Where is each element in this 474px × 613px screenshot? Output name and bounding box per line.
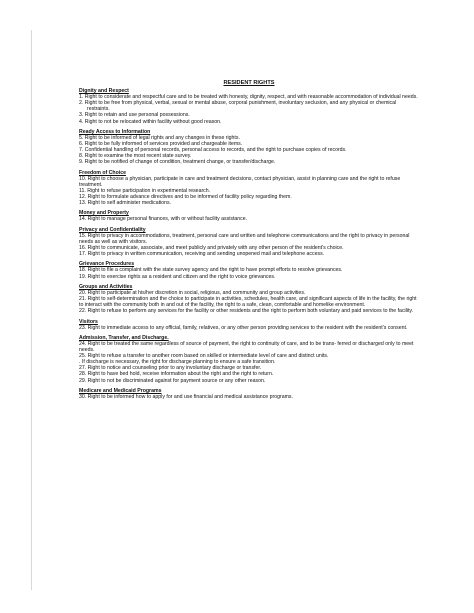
right-item: 10. Right to choose a physician, participate in care and treatment decisions, contact physician, assist in planning care and the right to refuse treatment.: [79, 175, 401, 188]
right-item: 22. Right to refuse to perform any services for the facility or other residents and the right to perform both voluntary and paid services to the facility.: [79, 308, 414, 315]
page-left-rule: [31, 30, 32, 590]
right-item: 11. Right to refuse participation in experimental research.: [79, 187, 211, 194]
right-item: 21. Right to self-determination and the choice to participate in activities, schedules, health care, and significant aspects of life in the facility, the right to interact with the community both in and out of the facility, the right to a safe, clean, comfortable and homelike environment.: [79, 296, 417, 309]
right-item: . If discharge is necessary, the right for discharge planning to ensure a safe transition.: [79, 359, 276, 366]
right-item: 5. Right to be informed of legal rights and any changes in these rights.: [79, 134, 240, 141]
section-heading: Visitors: [79, 318, 98, 325]
section-heading: Privacy and Confidentiality: [79, 226, 146, 233]
section-dignity-and-respect: [79, 88, 419, 125]
right-item: 8. Right to examine the most recent state survey.: [79, 153, 192, 160]
right-item: 6. Right to be fully informed of services provided and chargeable items.: [79, 141, 243, 148]
section-heading: Grievance Procedures: [79, 261, 135, 268]
right-item: 15. Right to privacy in accommodations, treatment, personal care and written and telephone communications and the right to privacy in personal needs as well as with visitors.: [79, 232, 410, 245]
section-grievance-procedures: [79, 261, 419, 279]
right-item: 12. Right to formulate advance directives and to be informed of facility policy regarding them.: [79, 193, 292, 200]
document-title: RESIDENT RIGHTS: [223, 80, 275, 86]
right-item: 16. Right to communicate, associate, and meet publicly and privately with any other person of the resident's choice.: [79, 245, 344, 251]
section-heading: Dignity and Respect: [79, 88, 129, 95]
right-item: 7. Confidential handling of personal records, personal access to records, and the right to purchase copies of records.: [79, 147, 347, 154]
section-money-and-property: [79, 210, 419, 222]
right-item: 23. Right to immediate access to any official, family, relatives, or any other person providing services to the resident with the resident's consent.: [79, 324, 408, 331]
section-privacy-and-confidentiality: [79, 227, 419, 257]
right-item: 13. Right to self administer medications.: [79, 200, 171, 207]
right-item: 24. Right to be treated the same regardless of source of payment, the right to continuity of care, and to be trans- ferred or discharged only to meet needs.: [79, 340, 414, 354]
right-item: 14. Right to manage personal finances, with or without facility assistance.: [79, 216, 248, 223]
right-item: 25. Right to refuse a transfer to another room based on skilled or intermediate level of care and distinct units.: [79, 353, 329, 360]
document-content: [79, 80, 419, 404]
section-heading: Groups and Activities: [79, 283, 133, 290]
section-visitors: [79, 319, 419, 331]
right-item: 3. Right to retain and use personal possessions.: [79, 112, 190, 119]
section-heading: Freedom of Choice: [79, 169, 126, 176]
right-item: 2. Right to be free from physical, verbal, sexual or mental abuse, corporal punishment, involuntary seclusion, and any physical or chemical restraints.: [79, 100, 397, 113]
section-heading: Ready Access to Information: [79, 128, 151, 135]
right-item: 4. Right to not be relocated within facility without good reason.: [79, 118, 222, 125]
section-admission-transfer-and-discharge: [79, 335, 419, 384]
right-item: 1. Right to considerate and respectful care and to be treated with honesty, dignity, respect, and with reasonable accommodation of individual needs.: [79, 94, 418, 101]
right-item: 19. Right to exercise rights as a resident and citizen and the right to voice grievances.: [79, 273, 276, 280]
section-freedom-of-choice: [79, 170, 419, 207]
sections-container: [79, 88, 419, 400]
right-item: 18. Right to file a complaint with the state survey agency and the right to have prompt efforts to resolve grievances.: [79, 267, 343, 274]
section-groups-and-activities: [79, 284, 419, 314]
right-item: 30. Right to be informed how to apply for and use financial and medical assistance programs.: [79, 393, 293, 400]
right-item: 27. Right to notice and counseling prior to any involuntary discharge or transfer.: [79, 365, 262, 372]
section-heading: Money and Property: [79, 210, 129, 217]
section-heading: Admission, Transfer, and Discharge.: [79, 334, 169, 341]
right-item: 17. Right to privacy in written communication, receiving and sending unopened mail and telephone access.: [79, 251, 325, 258]
section-medicare-and-medicaid-programs: [79, 388, 419, 400]
section-heading: Medicare and Medicaid Programs: [79, 387, 162, 394]
right-item: 28. Right to have bed hold, receive information about the right and the right to return.: [79, 371, 274, 378]
right-item: 9. Right to be notified of change of condition, treatment change, or transfer/discharge.: [79, 159, 276, 166]
right-item: 29. Right to not be discriminated against for payment source or any other reason.: [79, 377, 266, 384]
right-item: 20. Right to participate at his/her discretion in social, religious, and community and group activities.: [79, 289, 306, 296]
section-ready-access-to-information: [79, 129, 419, 166]
